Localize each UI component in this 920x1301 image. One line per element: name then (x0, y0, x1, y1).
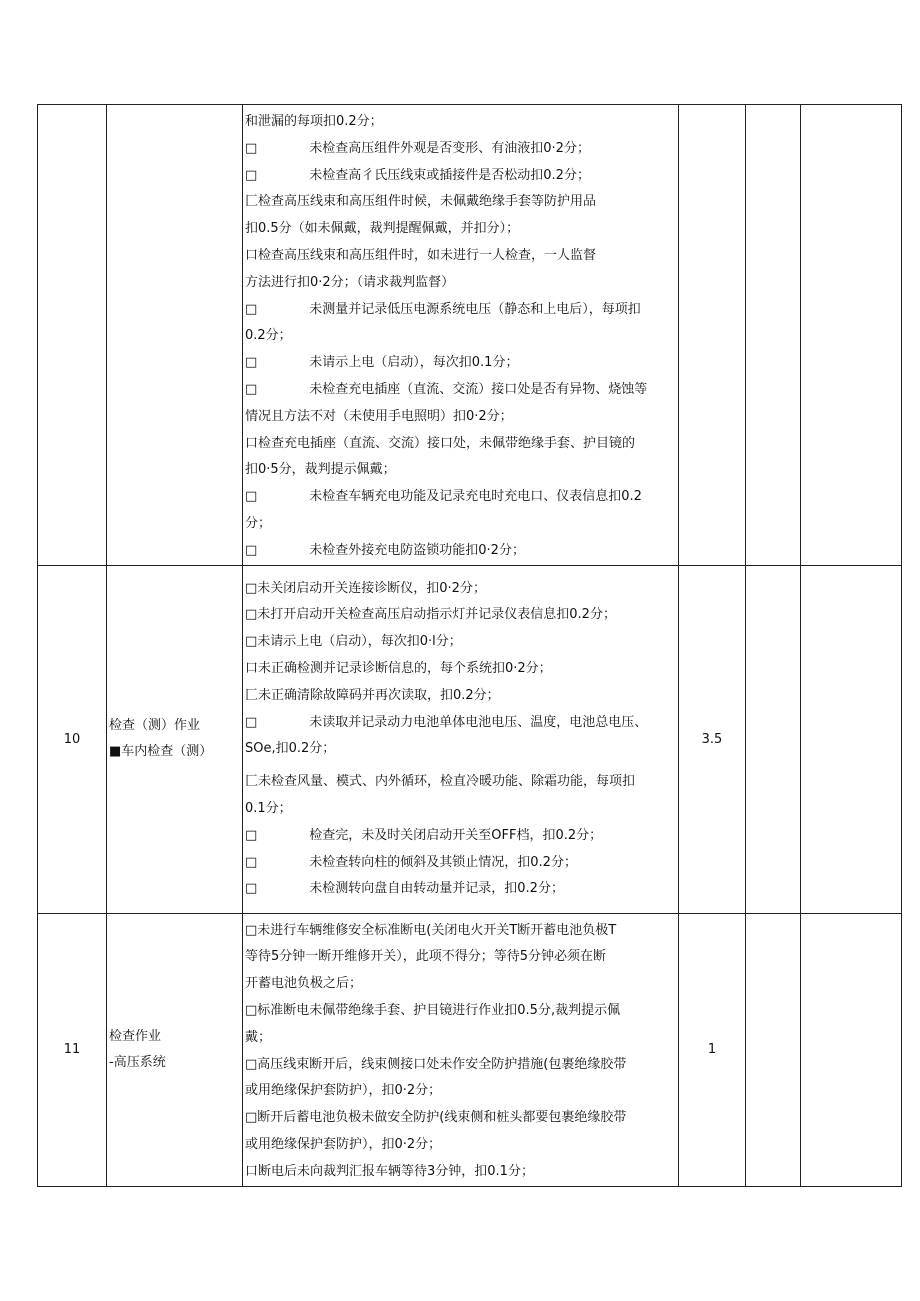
deduction-cell (746, 565, 801, 913)
table-row (38, 913, 902, 1186)
criteria-line: 匚未正确清除故障码并再次读取，扣0.2分； (245, 687, 500, 703)
score-cell: 1 (679, 913, 746, 1186)
criteria-line: □ 未读取并记录动力电池单体电池电压、温度，电池总电压、 (245, 714, 648, 730)
criteria-line: □ 未检查充电插座（直流、交流）接口处是否有异物、烧蚀等 (245, 381, 648, 397)
deduction-cell (746, 913, 801, 1186)
criteria-line: □ 未检查外接充电防盗锁功能扣0·2分； (245, 542, 525, 558)
criteria-line: □ 未请示上电（启动），每次扣0.1分； (245, 355, 519, 371)
criteria-line: 开蓄电池负极之后； (245, 976, 363, 992)
row-number (38, 105, 107, 566)
criteria-line: 扣0·5分，裁判提示佩戴； (245, 462, 396, 478)
criteria-line: 和泄漏的每项扣0.2分； (245, 114, 383, 129)
criteria-line: □ 未测量并记录低压电源系统电压（静态和上电后），每项扣 (245, 301, 641, 317)
criteria-line: 或用绝缘保护套防护），扣0·2分； (245, 1083, 442, 1099)
criteria-cell (243, 913, 679, 1186)
item-name (107, 105, 243, 566)
deduction-cell (746, 105, 801, 566)
criteria-cell (243, 565, 679, 913)
criteria-line: 口断电后未向裁判汇报车辆等待3分钟，扣0.1分； (245, 1163, 534, 1179)
criteria-line: 口检查充电插座（直流、交流）接口处，未佩带绝缘手套、护目镜的 (245, 435, 636, 451)
criteria-line: □ 未检查车辆充电功能及记录充电时充电口、仪表信息扣0.2 (245, 489, 642, 505)
criteria-lines (243, 105, 678, 565)
criteria-line: 扣0.5分（如未佩戴，裁判提醒佩戴，并扣分）； (245, 221, 520, 237)
scoring-table (37, 104, 902, 1187)
criteria-line: 或用绝缘保护套防护），扣0·2分； (245, 1136, 442, 1152)
criteria-line: □断开后蓄电池负极未做安全防护(线束侧和桩头都要包裹绝缘胶带 (245, 1110, 627, 1126)
criteria-line: □高压线束断开后，线束侧接口处未作安全防护措施(包裹绝缘胶带 (245, 1056, 627, 1072)
criteria-line: 口未正确检测并记录诊断信息的，每个系统扣0·2分； (245, 660, 552, 676)
item-line: 检查（测）作业 (109, 718, 201, 734)
criteria-line: 口检查高压线束和高压组件时，如未进行一人检查，一人监督 (245, 247, 597, 263)
criteria-line: 0.1分； (245, 800, 292, 816)
criteria-line: 戴； (245, 1029, 272, 1045)
score-cell (679, 105, 746, 566)
remarks-cell (801, 565, 902, 913)
item-name (107, 565, 243, 913)
remarks-cell (801, 913, 902, 1186)
criteria-lines (243, 914, 678, 1186)
score-cell: 3.5 (679, 565, 746, 913)
remarks-cell (801, 105, 902, 566)
row-number: 11 (38, 913, 107, 1186)
row-number: 10 (38, 565, 107, 913)
criteria-cell (243, 105, 679, 566)
criteria-line: □ 检查完，未及时关闭启动开关至OFF档，扣0.2分； (245, 827, 603, 843)
criteria-line: SOe,扣0.2分； (245, 741, 336, 757)
criteria-line: □ 未检测转向盘自由转动量并记录，扣0.2分； (245, 881, 564, 897)
criteria-line: 匚未检查风量、模式、内外循环，检直冷暖功能、除霜功能，每项扣 (245, 774, 636, 790)
criteria-line: □未关闭启动开关连接诊断仪，扣0·2分； (245, 580, 486, 596)
criteria-line: □未请示上电（启动），每次扣0·l分； (245, 634, 462, 650)
criteria-lines (243, 566, 678, 904)
criteria-line: 0.2分； (245, 328, 292, 344)
item-name (107, 913, 243, 1186)
criteria-line: □未打开启动开关检查高压启动指示灯并记录仪表信息扣0.2分； (245, 607, 616, 623)
item-line: -高压系统 (109, 1054, 166, 1070)
criteria-line: □标准断电未佩带绝缘手套、护目镜进行作业扣0.5分,裁判提示佩 (245, 1002, 621, 1018)
criteria-line: 情况且方法不对（未使用手电照明）扣0·2分； (245, 408, 513, 424)
criteria-line: 方法进行扣0·2分；（请求裁判监督） (245, 274, 455, 290)
criteria-line: 等待5分钟一断开维修开关），此项不得分；等待5分钟必须在断 (245, 949, 607, 965)
item-line: ■车内检查（测） (109, 744, 213, 760)
criteria-line: □ 未检查高压组件外观是否变形、有油液扣0·2分； (245, 140, 590, 156)
criteria-line: □ 未检查转向柱的倾斜及其锁止情况，扣0.2分； (245, 854, 577, 870)
table-row (38, 105, 902, 566)
criteria-line: □ 未检查高彳氏压线束或插接件是否松动扣0.2分； (245, 167, 590, 183)
item-line: 检查作业 (109, 1028, 162, 1044)
criteria-line: 匚检查高压线束和高压组件时候，未佩戴绝缘手套等防护用品 (245, 194, 597, 210)
criteria-line: 分； (245, 515, 272, 531)
table-row (38, 565, 902, 913)
criteria-line: □未进行车辆维修安全标准断电(关闭电火开关T断开蓄电池负极T (245, 922, 617, 938)
